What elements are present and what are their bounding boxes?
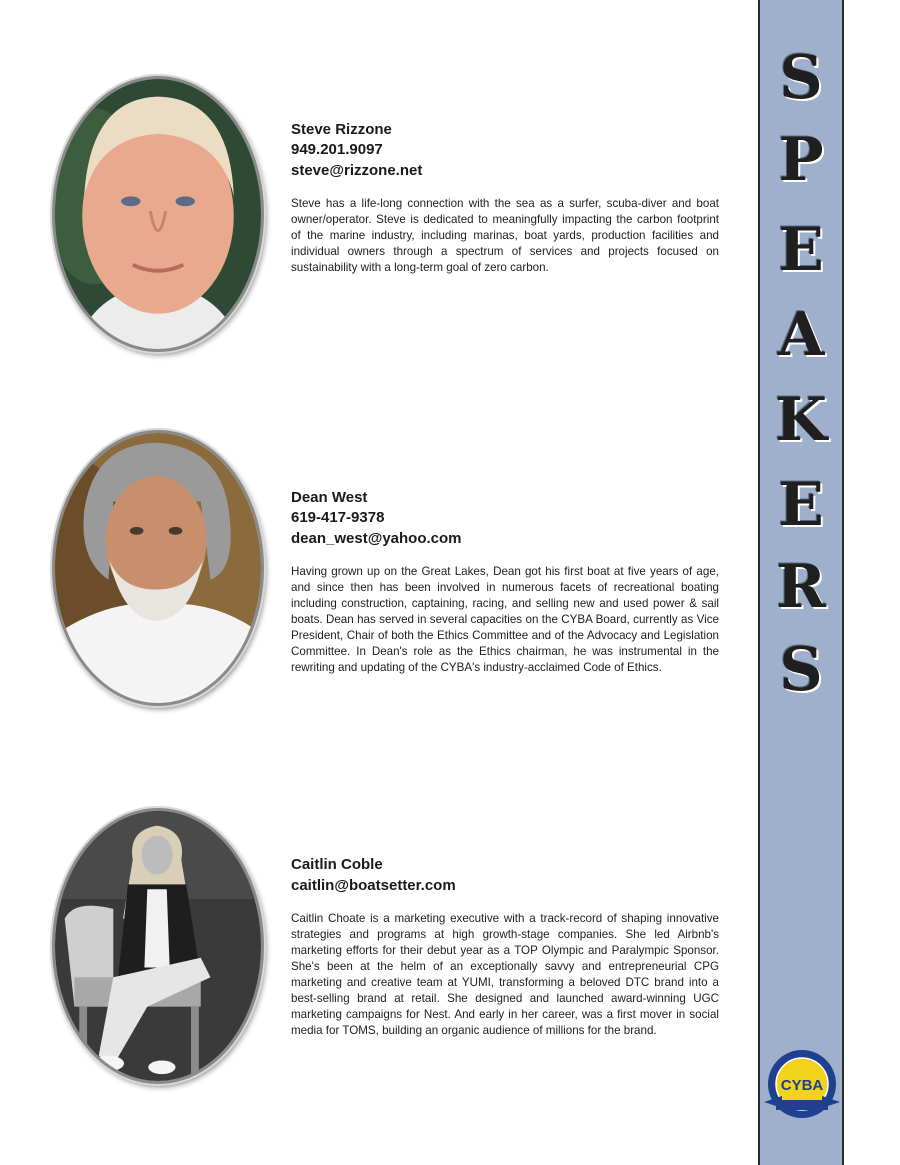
speaker-info-caitlin bbox=[291, 855, 719, 1039]
speaker-photo-dean bbox=[52, 430, 264, 706]
speaker-bio: Steve has a life-long connection with the sea as a surfer, scuba-diver and boat owner/operator. Steve is dedicated to meaningfully impacting the carbon footprint of the marine industry, including marinas, boat yards, production facilities and individual owners through a spectrum of services and projects focused on sustainability with a long-term goal of zero carbon. bbox=[291, 197, 719, 274]
speaker-info-dean bbox=[291, 488, 719, 676]
sidebar-letter: E bbox=[778, 470, 824, 540]
sidebar-letter: P bbox=[778, 125, 824, 195]
speaker-photo-caitlin bbox=[52, 808, 264, 1084]
sidebar-letter: E bbox=[778, 215, 824, 285]
sidebar-letter: K bbox=[774, 385, 828, 455]
speaker-phone: 949.201.9097 bbox=[291, 141, 383, 158]
logo-text: CYBA bbox=[780, 1077, 824, 1094]
sidebar-letter: A bbox=[777, 300, 825, 370]
speaker-email[interactable]: steve@rizzone.net bbox=[291, 162, 423, 179]
speaker-name: Steve Rizzone bbox=[291, 121, 392, 138]
portrait-image bbox=[55, 811, 261, 1081]
sidebar-letter: S bbox=[779, 635, 823, 705]
cyba-seal-icon bbox=[762, 1046, 842, 1126]
speaker-phone: 619-417-9378 bbox=[291, 509, 385, 526]
speaker-info-steve bbox=[291, 120, 719, 276]
speaker-bio: Having grown up on the Great Lakes, Dean got his first boat at five years of age, and since then has been involved in numerous facets of recreational boating including construction, captaining, racing, and selling new and used power & sail boats. Dean has served in several capacities on the CYBA Board, currently as Vice President, Chair of both the Ethics Committee and of the Advocacy and Legislation Committee. In Dean's role as the Ethics chairman, he was instrumental in the rewriting and updating of the CYBA's industry-acclaimed Code of Ethics. bbox=[291, 565, 719, 674]
speaker-email[interactable]: dean_west@yahoo.com bbox=[291, 530, 462, 547]
speaker-photo-steve bbox=[52, 76, 264, 352]
sidebar-letter: S bbox=[779, 43, 823, 113]
speaker-email[interactable]: caitlin@boatsetter.com bbox=[291, 877, 456, 894]
speakers-sidebar bbox=[758, 0, 844, 1165]
portrait-image bbox=[55, 433, 261, 703]
speaker-name: Dean West bbox=[291, 489, 368, 506]
cyba-logo bbox=[762, 1046, 842, 1126]
sidebar-letter: R bbox=[776, 552, 826, 622]
speaker-name: Caitlin Coble bbox=[291, 856, 383, 873]
portrait-image bbox=[55, 79, 261, 349]
speaker-bio: Caitlin Choate is a marketing executive with a track-record of shaping innovative strategies and programs at high growth-stage companies. She led Airbnb's marketing efforts for their debut year as a TOP Olympic and Paralympic Sponsor. She's been at the helm of an exceptionally savvy and entrepreneurial CPG marketing and creative team at YUMI, transforming a beloved DTC brand into a best-selling brand at retail. She designed and launched award-winning UGC marketing campaigns for Nest. And early in her career, was a first mover in social media for TOMS, building an organic audience of millions for the brand. bbox=[291, 912, 719, 1037]
